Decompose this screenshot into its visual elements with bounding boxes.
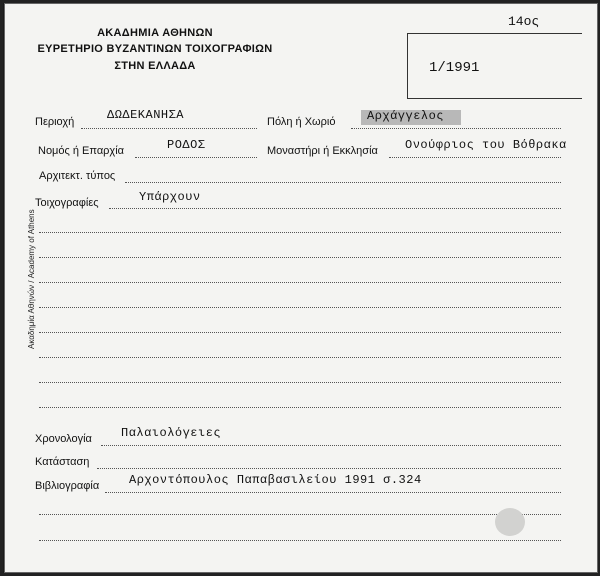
moni-value: Ονούφριος του Βόθρακα bbox=[405, 138, 567, 152]
vivliografia-value: Αρχοντόπουλος Παπαβασιλείου 1991 σ.324 bbox=[129, 473, 422, 487]
blank-line bbox=[39, 282, 561, 283]
blank-line bbox=[39, 307, 561, 308]
nomos-value: ΡΟΔΟΣ bbox=[167, 138, 206, 152]
header-academy: ΑΚΑΔΗΜΙΑ ΑΘΗΝΩΝ bbox=[97, 27, 213, 39]
nomos-line bbox=[135, 157, 257, 158]
blank-line bbox=[39, 382, 561, 383]
arxitekt-line bbox=[125, 182, 561, 183]
index-card bbox=[4, 3, 598, 573]
nomos-label: Νομός ή Επαρχία bbox=[38, 145, 125, 157]
perioxi-value: ΔΩΔΕΚΑΝΗΣΑ bbox=[107, 108, 185, 122]
perioxi-line bbox=[81, 128, 257, 129]
poli-label: Πόλη ή Χωριό bbox=[267, 116, 336, 128]
blank-line bbox=[39, 232, 561, 233]
toixografies-line bbox=[109, 208, 561, 209]
katastasi-line bbox=[97, 468, 561, 469]
toixografies-value: Υπάρχουν bbox=[139, 190, 201, 204]
record-number: 1/1991 bbox=[429, 60, 480, 76]
xronologia-label: Χρονολογία bbox=[35, 433, 92, 445]
moni-line bbox=[389, 157, 561, 158]
blank-line bbox=[39, 357, 561, 358]
katastasi-label: Κατάσταση bbox=[35, 456, 90, 468]
header-index: ΕΥΡΕΤΗΡΙΟ ΒΥΖΑΝΤΙΝΩΝ ΤΟΙΧΟΓΡΑΦΙΩΝ bbox=[37, 43, 273, 55]
poli-value: Αρχάγγελος bbox=[367, 109, 445, 123]
blank-line bbox=[39, 257, 561, 258]
blank-line bbox=[39, 407, 561, 408]
arxitekt-label: Αρχιτεκτ. τύπος bbox=[39, 170, 116, 182]
blank-line bbox=[39, 540, 561, 541]
side-caption: Ακαδημία Αθηνών / Academy of Athens bbox=[27, 209, 36, 349]
toixografies-label: Τοιχογραφίες bbox=[35, 197, 99, 209]
perioxi-label: Περιοχή bbox=[35, 116, 75, 128]
xronologia-value: Παλαιολόγειες bbox=[121, 426, 222, 440]
xronologia-line bbox=[101, 445, 561, 446]
vivliografia-line bbox=[105, 492, 561, 493]
corner-number: 14ος bbox=[508, 14, 540, 29]
blank-line bbox=[39, 514, 561, 515]
blank-line bbox=[39, 332, 561, 333]
poli-line bbox=[351, 128, 561, 129]
vivliografia-label: Βιβλιογραφία bbox=[35, 480, 100, 492]
moni-label: Μοναστήρι ή Εκκλησία bbox=[267, 145, 378, 157]
header-greece: ΣΤΗΝ ΕΛΛΑΔΑ bbox=[114, 60, 196, 72]
watermark-logo bbox=[495, 508, 525, 536]
